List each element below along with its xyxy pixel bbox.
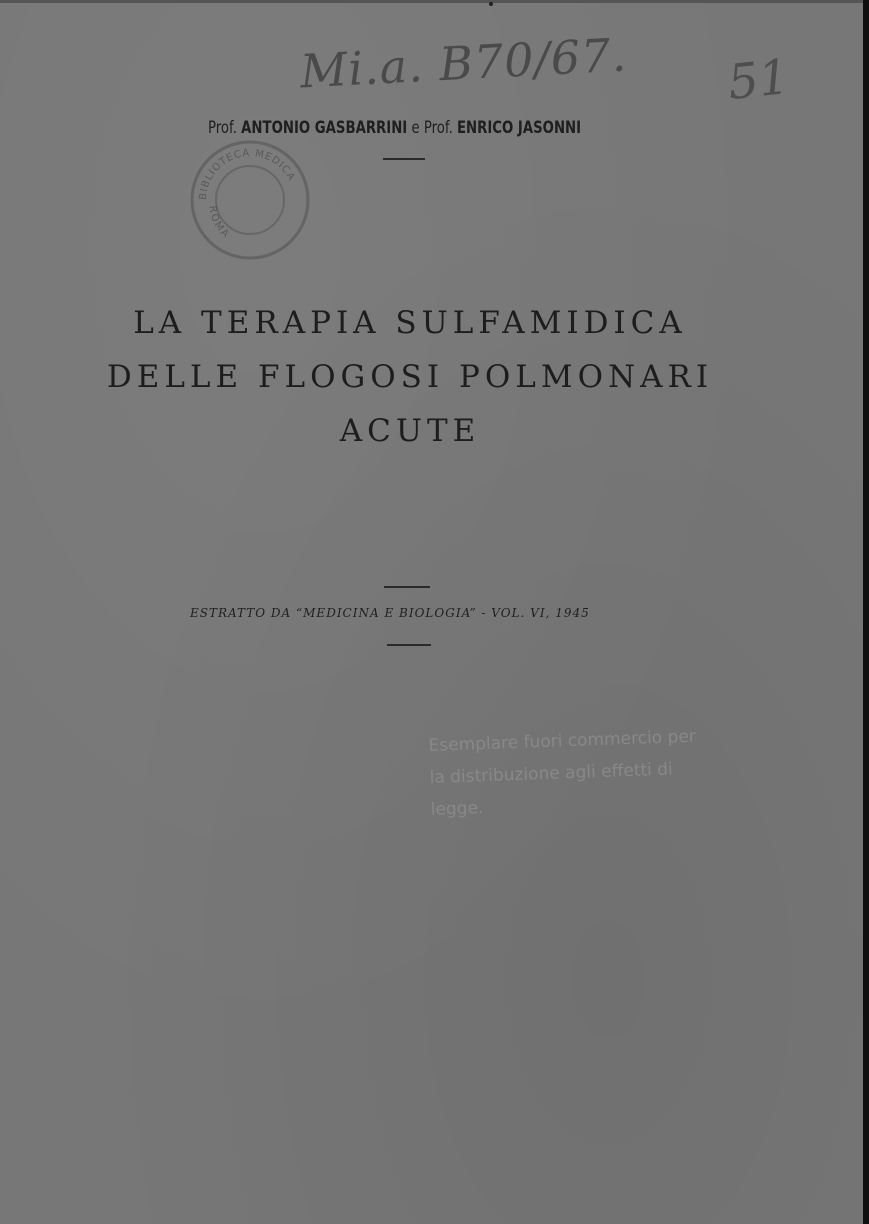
library-stamp: [186, 136, 314, 264]
notice-line-2: la distribuzione agli effetti di: [429, 759, 674, 788]
notice-line-3: legge.: [430, 798, 484, 820]
notice-stamp: [428, 718, 771, 826]
svg-text:ROMA: [207, 205, 232, 241]
author1-prefix: Prof.: [208, 118, 237, 138]
page-right-edge: [863, 0, 869, 1224]
title-line-1: LA TERAPIA SULFAMIDICA: [133, 305, 687, 341]
handwritten-page-number: 51: [725, 48, 792, 112]
title-line-2: DELLE FLOGOSI POLMONARI: [106, 359, 714, 395]
extract-divider-bottom: [387, 644, 431, 646]
authors-line: [208, 118, 581, 138]
handwritten-shelfmark: Mi.a. B70/67.: [298, 27, 629, 99]
stamp-bottom-text: ROMA: [206, 205, 233, 242]
author1-name: ANTONIO GASBARRINI: [241, 118, 408, 138]
author2-name: ENRICO JASONNI: [457, 118, 582, 138]
top-mark: [489, 2, 493, 6]
authors-divider: [383, 158, 425, 160]
title-line-3: ACUTE: [339, 413, 481, 449]
authors-conjunction: e: [411, 118, 420, 138]
document-title: [80, 296, 740, 458]
extract-divider-top: [384, 586, 430, 588]
notice-line-1: Esemplare fuori commercio per: [428, 726, 697, 756]
stamp-top-text: BIBLIOTECA MEDICA: [197, 147, 298, 201]
extract-citation: ESTRATTO DA “MEDICINA E BIOLOGIA” - VOL. VI, 1945: [190, 606, 590, 620]
author2-prefix: Prof.: [423, 118, 453, 138]
page-top-edge: [0, 0, 869, 3]
